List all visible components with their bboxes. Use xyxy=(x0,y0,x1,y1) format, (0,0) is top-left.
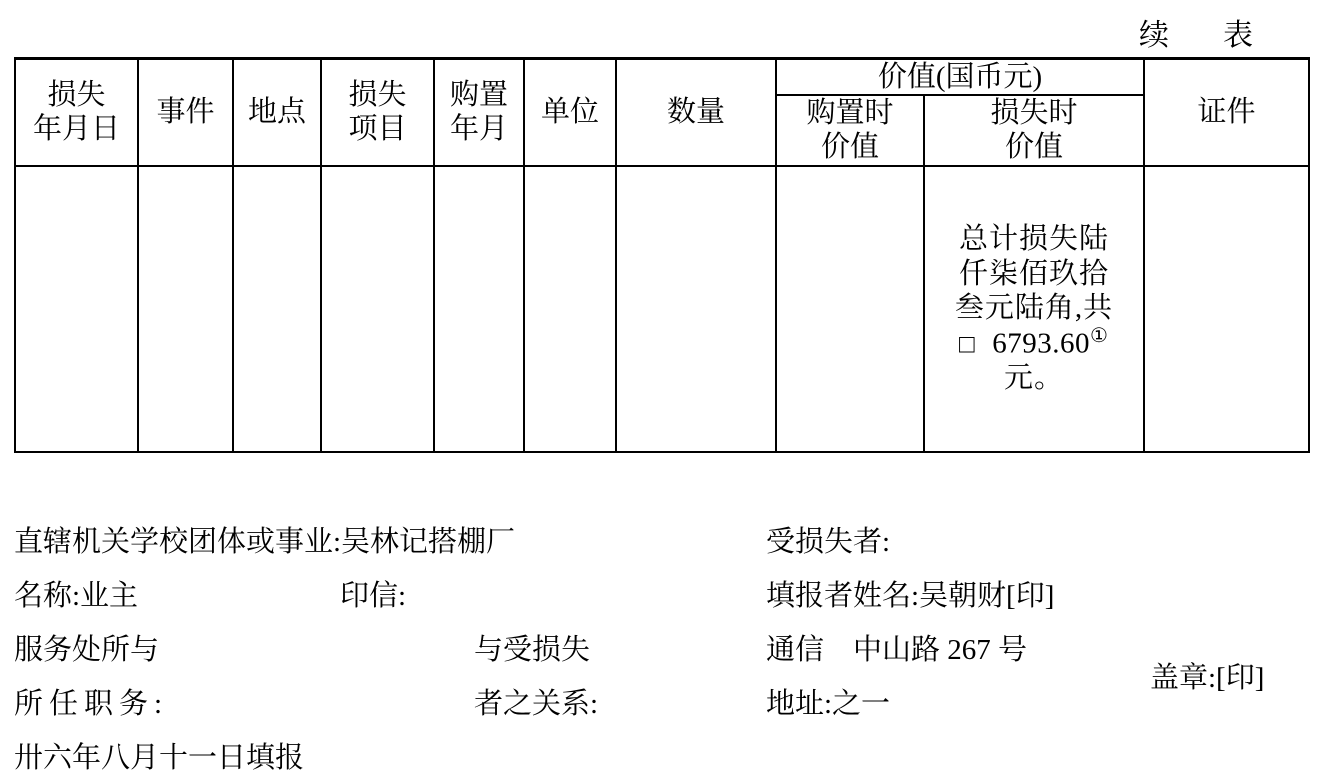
header-certificate: 证件 xyxy=(1144,59,1309,166)
header-place: 地点 xyxy=(233,59,321,166)
header-event: 事件 xyxy=(138,59,233,166)
table-header-row-1 xyxy=(15,59,1309,96)
header-purchase-date: 购置 年月 xyxy=(434,59,524,166)
footer-reporter-name-line: 填报者姓名:吴朝财[印] xyxy=(766,580,1055,612)
footer-address-line-1: 通信 中山路 267 号 xyxy=(766,634,1028,666)
footer-name-line: 名称:业主 xyxy=(14,580,139,612)
continuation-label: 续 表 xyxy=(1139,19,1265,52)
empty-box-glyph: □ xyxy=(959,329,976,359)
footer-duty-line: 所任职务: xyxy=(14,688,169,720)
cell-place xyxy=(233,166,321,452)
loss-report-table xyxy=(14,57,1310,453)
header-value-at-purchase: 购置时 价值 xyxy=(776,95,924,165)
footer-service-place-line: 服务处所与 xyxy=(14,634,160,666)
header-unit: 单位 xyxy=(524,59,616,166)
cell-certificate xyxy=(1144,166,1309,452)
header-loss-date: 损失 年月日 xyxy=(15,59,138,166)
cell-unit xyxy=(524,166,616,452)
footer-filing-date-line: 卅六年八月十一日填报 xyxy=(14,742,305,774)
loss-total-line-3: 叁元陆角,共 xyxy=(954,291,1114,324)
footer-stamp-line: 盖章:[印] xyxy=(1150,662,1265,694)
cell-loss-date xyxy=(15,166,138,452)
cell-value-at-loss xyxy=(924,166,1144,452)
header-loss-item: 损失 项目 xyxy=(321,59,434,166)
footer-address-line-2: 地址:之一 xyxy=(766,688,891,720)
loss-total-line-4 xyxy=(925,325,1143,361)
footer-victim-label: 受损失者: xyxy=(766,526,891,558)
header-quantity: 数量 xyxy=(616,59,776,166)
header-value-at-loss: 损失时 价值 xyxy=(924,95,1144,165)
footer-organization-line: 直辖机关学校团体或事业:吴林记搭棚厂 xyxy=(14,526,516,558)
cell-value-at-purchase xyxy=(776,166,924,452)
loss-total-line-1: 总计损失陆 xyxy=(959,223,1110,256)
cell-loss-item xyxy=(321,166,434,452)
cell-event xyxy=(138,166,233,452)
footer-seal-label: 印信: xyxy=(340,580,407,612)
loss-total-amount: 6793.60 xyxy=(992,327,1091,360)
loss-total-line-5: 元。 xyxy=(1004,361,1065,394)
loss-total-line-2: 仟柒佰玖拾 xyxy=(959,257,1110,290)
table-row xyxy=(15,166,1309,452)
footer-relation-line-1: 与受损失 xyxy=(474,634,591,666)
footer-relation-line-2: 者之关系: xyxy=(474,688,599,720)
cell-purchase-date xyxy=(434,166,524,452)
cell-quantity xyxy=(616,166,776,452)
footnote-marker: ① xyxy=(1090,324,1109,347)
header-value-group: 价值(国币元) xyxy=(776,59,1144,96)
